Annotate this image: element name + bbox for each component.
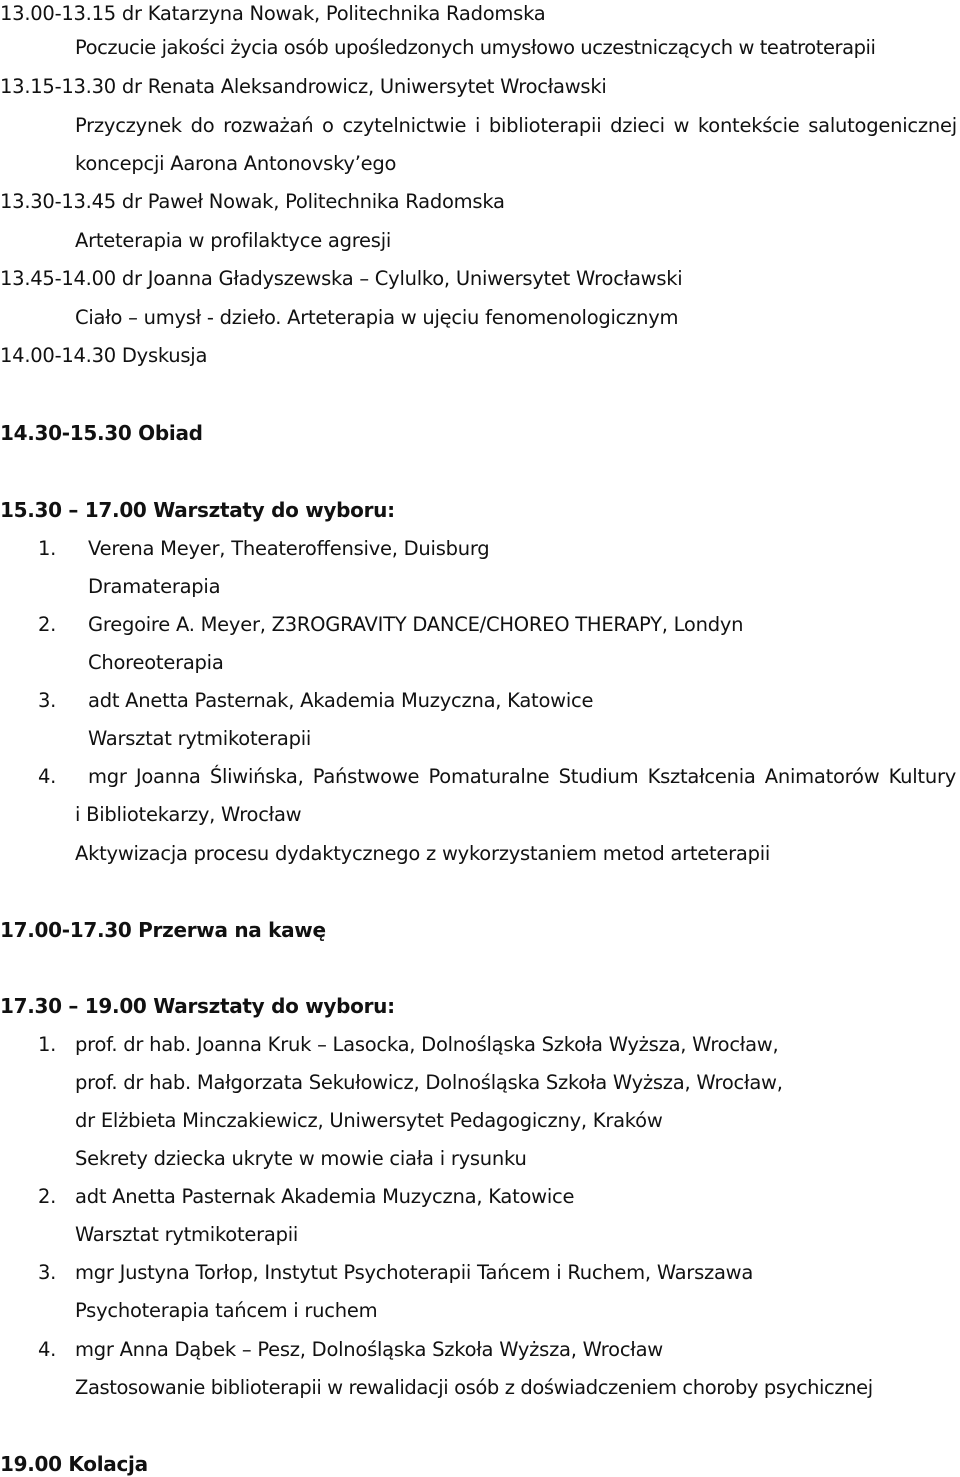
talk-1-time: 13.00-13.15 — [0, 2, 116, 25]
word: rozważań — [223, 114, 314, 137]
workshop-2-1-line-3: dr Elżbieta Minczakiewicz, Uniwersytet Pedagogiczny, Kraków — [75, 1109, 663, 1132]
workshop-2-4-num: 4. — [38, 1338, 57, 1361]
workshop-2-1-title: Sekrety dziecka ukryte w mowie ciała i rysunku — [75, 1147, 527, 1170]
workshop-1-4-name-line-1 — [88, 764, 956, 790]
word: salutogenicznej — [808, 114, 957, 137]
workshop-2-1-line-2: prof. dr hab. Małgorzata Sekułowicz, Dolnośląska Szkoła Wyższa, Wrocław, — [75, 1071, 783, 1094]
workshops-1-heading: 15.30 – 17.00 Warsztaty do wyboru: — [0, 498, 395, 522]
talk-1-title: Poczucie jakości życia osób upośledzonych umysłowo uczestniczących w teatroterapii — [75, 36, 876, 59]
workshop-1-1-name: Verena Meyer, Theateroffensive, Duisburg — [88, 537, 490, 560]
workshop-2-1-line-1: prof. dr hab. Joanna Kruk – Lasocka, Dolnośląska Szkoła Wyższa, Wrocław, — [75, 1033, 779, 1056]
word: Śliwińska, — [209, 765, 304, 788]
workshop-1-3-name: adt Anetta Pasternak, Akademia Muzyczna, Katowice — [88, 689, 594, 712]
talk-2-speaker: dr Renata Aleksandrowicz, Uniwersytet Wrocławski — [121, 75, 607, 98]
talk-2-title-line-2: koncepcji Aarona Antonovsky’ego — [75, 152, 397, 175]
workshop-1-2-name: Gregoire A. Meyer, Z3ROGRAVITY DANCE/CHOREO THERAPY, Londyn — [88, 613, 744, 636]
workshop-1-4-title: Aktywizacja procesu dydaktycznego z wykorzystaniem metod arteterapii — [75, 842, 771, 865]
word: mgr — [88, 765, 127, 788]
talk-3-speaker: dr Paweł Nowak, Politechnika Radomska — [121, 190, 505, 213]
word: Studium — [558, 765, 639, 788]
word: Animatorów — [764, 765, 880, 788]
talk-4-time: 13.45-14.00 — [0, 267, 116, 290]
word: biblioterapii — [488, 114, 602, 137]
word: Kształcenia — [647, 765, 756, 788]
word: Pomaturalne — [428, 765, 550, 788]
talk-4-speaker: dr Joanna Gładyszewska – Cylulko, Uniwersytet Wrocławski — [121, 267, 683, 290]
workshop-1-4-num: 4. — [38, 765, 57, 788]
word: Państwowe — [312, 765, 420, 788]
workshop-2-2-name: adt Anetta Pasternak Akademia Muzyczna, Katowice — [75, 1185, 575, 1208]
coffee-break-heading: 17.00-17.30 Przerwa na kawę — [0, 918, 326, 942]
workshop-2-3-name: mgr Justyna Torłop, Instytut Psychoterapii Tańcem i Ruchem, Warszawa — [75, 1261, 754, 1284]
word: o — [322, 114, 334, 137]
word: w — [673, 114, 690, 137]
talk-4-header — [0, 266, 682, 292]
workshop-1-2-num: 2. — [38, 613, 57, 636]
workshops-2-heading: 17.30 – 19.00 Warsztaty do wyboru: — [0, 994, 395, 1018]
talk-3-title: Arteterapia w profilaktyce agresji — [75, 229, 392, 252]
word: dzieci — [610, 114, 665, 137]
talk-3-time: 13.30-13.45 — [0, 190, 116, 213]
word: Przyczynek — [75, 114, 182, 137]
workshop-1-2-title: Choreoterapia — [88, 651, 224, 674]
talk-3-header — [0, 189, 505, 215]
talk-2-title-line-1 — [75, 113, 957, 139]
workshop-1-1-title: Dramaterapia — [88, 575, 221, 598]
word: czytelnictwie — [342, 114, 467, 137]
lunch-heading: 14.30-15.30 Obiad — [0, 421, 203, 445]
workshop-1-4-name-line-2: i Bibliotekarzy, Wrocław — [75, 803, 302, 826]
talk-2-header — [0, 74, 607, 100]
workshop-2-2-num: 2. — [38, 1185, 57, 1208]
talk-4-title: Ciało – umysł - dzieło. Arteterapia w ujęciu fenomenologicznym — [75, 306, 679, 329]
workshop-2-3-title: Psychoterapia tańcem i ruchem — [75, 1299, 378, 1322]
discussion: 14.00-14.30 Dyskusja — [0, 344, 208, 367]
workshop-1-3-num: 3. — [38, 689, 57, 712]
workshop-1-3-title: Warsztat rytmikoterapii — [88, 727, 312, 750]
workshop-2-4-name: mgr Anna Dąbek – Pesz, Dolnośląska Szkoła Wyższa, Wrocław — [75, 1338, 663, 1361]
workshop-2-4-title: Zastosowanie biblioterapii w rewalidacji osób z doświadczeniem choroby psychicznej — [75, 1376, 873, 1399]
word: i — [474, 114, 481, 137]
word: Joanna — [135, 765, 201, 788]
word: do — [190, 114, 215, 137]
workshop-1-1-num: 1. — [38, 537, 57, 560]
workshop-2-1-num: 1. — [38, 1033, 57, 1056]
talk-1-speaker: dr Katarzyna Nowak, Politechnika Radomska — [121, 2, 546, 25]
word: Kultury — [888, 765, 956, 788]
dinner-heading: 19.00 Kolacja — [0, 1452, 148, 1476]
word: kontekście — [697, 114, 800, 137]
workshop-2-2-title: Warsztat rytmikoterapii — [75, 1223, 299, 1246]
talk-2-time: 13.15-13.30 — [0, 75, 116, 98]
workshop-2-3-num: 3. — [38, 1261, 57, 1284]
talk-1-header — [0, 1, 546, 27]
